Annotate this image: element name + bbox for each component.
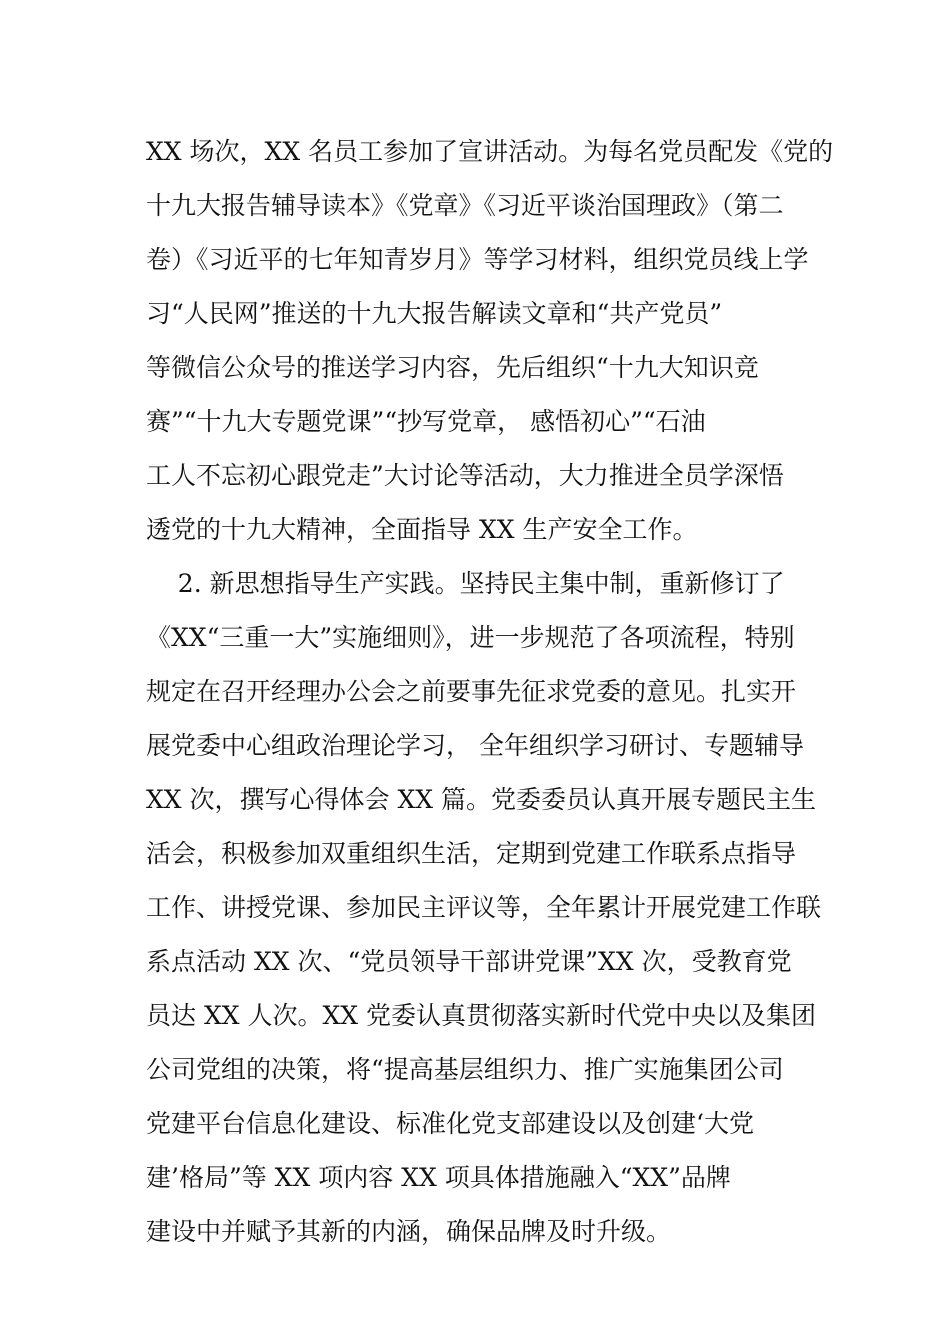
text-line: 系点活动 XX 次、“党员领导干部讲党课”XX 次，受教育党 — [146, 947, 792, 976]
text-line: 建’格局”等 XX 项内容 XX 项具体措施融入“XX”品牌 — [146, 1163, 731, 1192]
text-line: 习“人民网”推送的十九大报告解读文章和“共产党员” — [146, 299, 723, 328]
text-line: 规定在召开经理办公会之前要事先征求党委的意见。扎实开 — [146, 677, 797, 706]
text-line: 工人不忘初心跟党走”大讨论等活动，大力推进全员学深悟 — [146, 461, 784, 490]
text-line: XX 场次，XX 名员工参加了宣讲活动。为每名党员配发《党的 — [146, 137, 834, 166]
text-line: 建设中并赋予其新的内涵，确保品牌及时升级。 — [146, 1217, 672, 1246]
text-line: 卷）《习近平的七年知青岁月》等学习材料，组织党员线上学 — [146, 245, 809, 274]
text-line: 展党委中心组政治理论学习， 全年组织学习研讨、专题辅导 — [146, 731, 804, 760]
text-line: 工作、讲授党课、参加民主评议等，全年累计开展党建工作联 — [146, 893, 822, 922]
text-line: 《XX“三重一大”实施细则》，进一步规范了各项流程，特别 — [146, 623, 795, 652]
text-line: 十九大报告辅导读本》《党章》《习近平谈治国理政》（第二 — [146, 191, 784, 220]
body-text — [146, 125, 834, 1259]
text-line: 等微信公众号的推送学习内容，先后组织“十九大知识竞 — [146, 353, 759, 382]
text-line: 公司党组的决策，将“提高基层组织力、推广实施集团公司 — [146, 1055, 784, 1084]
text-line: 透党的十九大精神，全面指导 XX 生产安全工作。 — [146, 515, 698, 544]
text-line: 赛”“十九大专题党课”“抄写党章， 感悟初心”“石油 — [146, 407, 706, 436]
text-line: 员达 XX 人次。XX 党委认真贯彻落实新时代党中央以及集团 — [146, 1001, 817, 1030]
text-line: 党建平台信息化建设、标准化党支部建设以及创建‘大党 — [146, 1109, 754, 1138]
text-line: 活会，积极参加双重组织生活，定期到党建工作联系点指导 — [146, 839, 797, 868]
paragraph-2-start: 2. 新思想指导生产实践。坚持民主集中制，重新修订了 — [146, 569, 785, 598]
text-line: XX 次，撰写心得体会 XX 篇。党委委员认真开展专题民主生 — [146, 785, 817, 814]
